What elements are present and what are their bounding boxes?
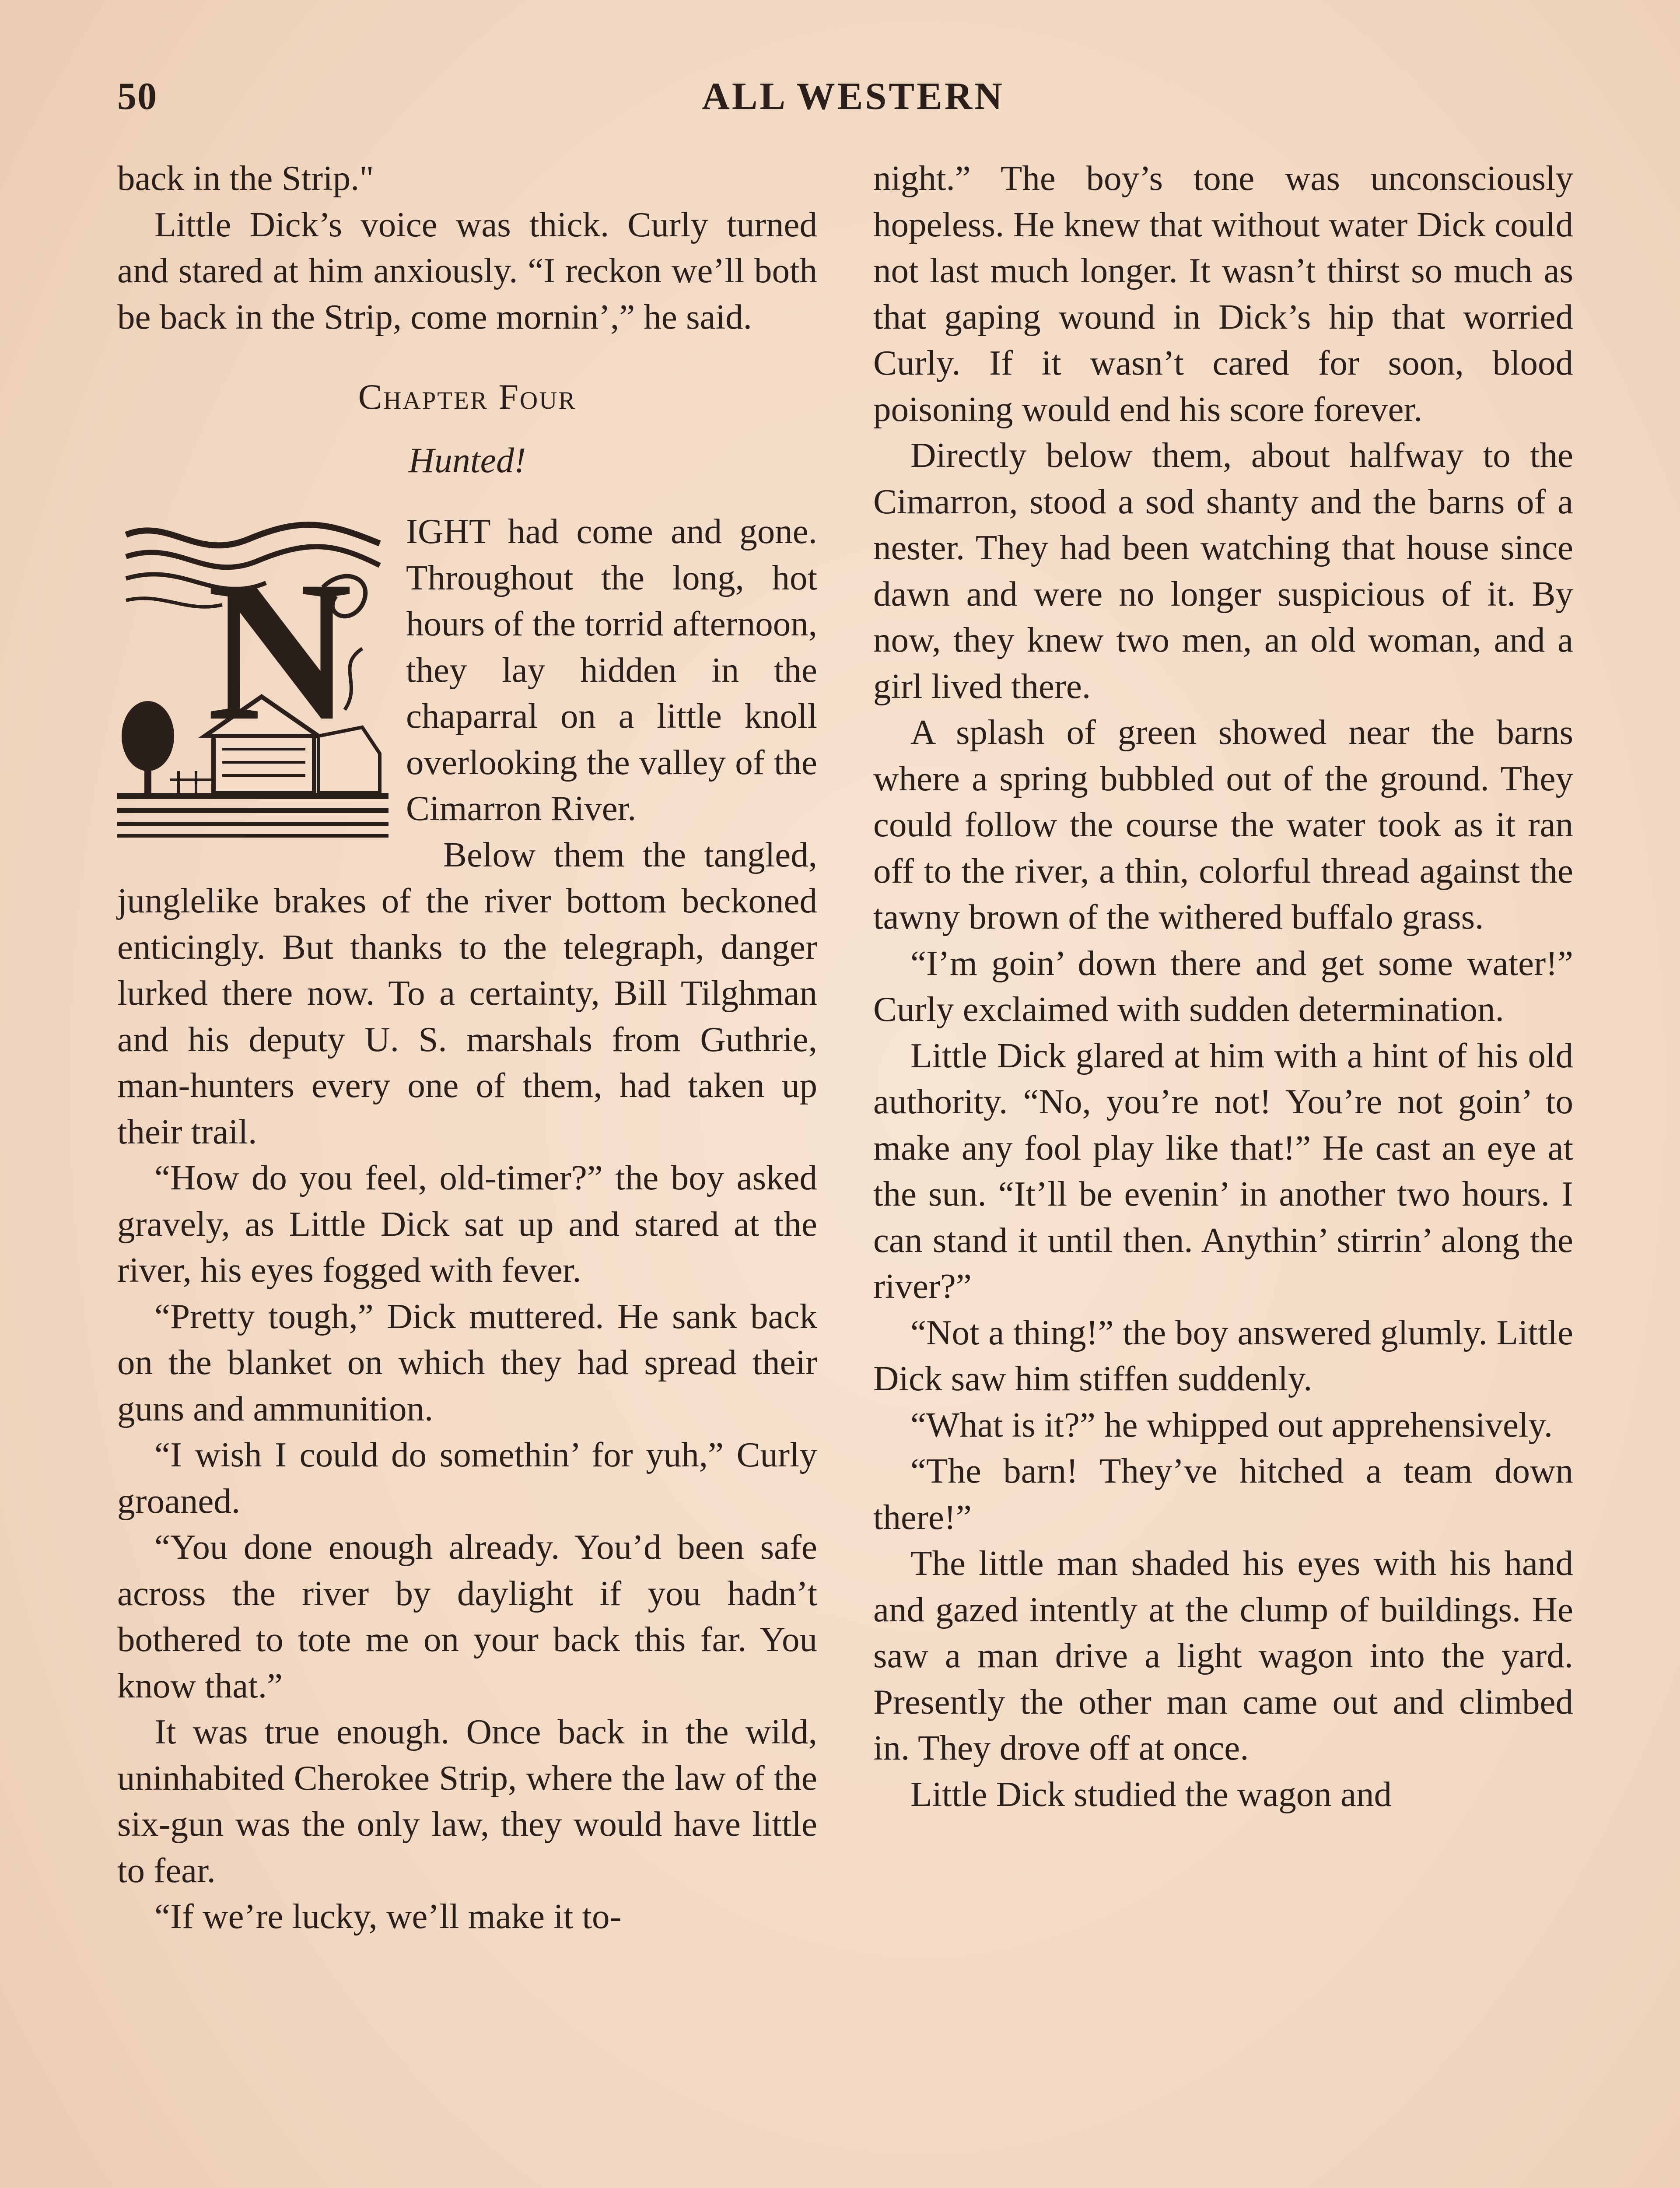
paragraph: Little Dick glared at him with a hint of his old authority. “No, you’re not! You’re not goin’ to make any fool play like that!” He cast an eye at the sun. “It’ll be evenin’ in another two hours. I can stand it until then. Anythin’ stirrin’ along the river?”: [873, 1035, 1573, 1306]
chapter-heading: Chapter Four: [358, 377, 577, 417]
dropcap-text: IGHT had come and gone. Throughout the long, hot hours of the torrid afternoon, they lay hidden in the chaparral on a little knoll overlooking the valley of the Cimarron River.: [406, 512, 817, 828]
dropcap-paragraph: [117, 508, 817, 832]
running-head: ALL WESTERN: [702, 75, 1004, 118]
paragraph: “I’m goin’ down there and get some water!” Curly exclaimed with sudden determination.: [873, 943, 1573, 1029]
paragraph: The little man shaded his eyes with his hand and gazed intently at the clump of buildings. He saw a man drive a light wagon into the yard. Presently the other man came out and climbed in. They drove off at once.: [873, 1543, 1573, 1767]
paragraph: “What is it?” he whipped out apprehensively.: [910, 1405, 1553, 1445]
svg-text:N: N: [207, 539, 353, 762]
paragraph: “I wish I could do somethin’ for yuh,” Curly groaned.: [117, 1435, 817, 1521]
paragraph: “How do you feel, old-timer?” the boy asked gravely, as Little Dick sat up and stared at the river, his eyes fogged with fever.: [117, 1158, 817, 1290]
paragraph: Below them the tangled, junglelike brakes of the river bottom beckoned enticingly. But thanks to the telegraph, danger lurked there now. To a certainty, Bill Tilghman and his deputy U. S. marshals from Guthrie, man-hunters every one of them, had taken up their trail.: [117, 835, 817, 1151]
paragraph: Little Dick studied the wagon and: [910, 1774, 1392, 1814]
paragraph: It was true enough. Once back in the wild, uninhabited Cherokee Strip, where the law of the six-gun was the only law, they would have little to fear.: [117, 1712, 817, 1890]
paragraph: “You done enough already. You’d been safe across the river by daylight if you hadn’t bothered to tote me on your back this far. You know that.”: [117, 1527, 817, 1705]
farm-landscape-illustration: [117, 508, 388, 850]
paragraph: “The barn! They’ve hitched a team down there!”: [873, 1451, 1573, 1537]
paragraph: “If we’re lucky, we’ll make it to-: [154, 1897, 622, 1936]
paragraph: “Not a thing!” the boy answered glumly. Little Dick saw him stiffen suddenly.: [873, 1312, 1573, 1398]
right-column: [873, 155, 1573, 1817]
paragraph: A splash of green showed near the barns where a spring bubbled out of the ground. They could follow the course the water took as it ran off to the river, a thin, colorful thread against the tawny brown of the withered buffalo grass.: [873, 712, 1573, 936]
left-column: [117, 155, 817, 1940]
paragraph: Directly below them, about halfway to the Cimarron, stood a sod shanty and the barns of a nester. They had been watching that house since dawn and were no longer suspicious of it. By now, they knew two men, an old woman, and a girl lived there.: [873, 435, 1573, 706]
chapter-title: Hunted!: [408, 440, 526, 480]
page-number: 50: [117, 75, 158, 118]
paragraph: night.” The boy’s tone was unconsciously hopeless. He knew that without water Dick could not last much longer. It wasn’t thirst so much as that gaping wound in Dick’s hip that worried Curly. If it wasn’t cared for soon, blood poisoning would end his score forever.: [873, 158, 1573, 429]
dropcap-illustration: [117, 508, 388, 850]
paragraph: Little Dick’s voice was thick. Curly turned and stared at him anxiously. “I reckon we’ll both be back in the Strip, come mornin’,” he said.: [117, 204, 817, 337]
paragraph: back in the Strip.": [117, 158, 374, 198]
paragraph: “Pretty tough,” Dick muttered. He sank back on the blanket on which they had spread their guns and ammunition.: [117, 1296, 817, 1428]
